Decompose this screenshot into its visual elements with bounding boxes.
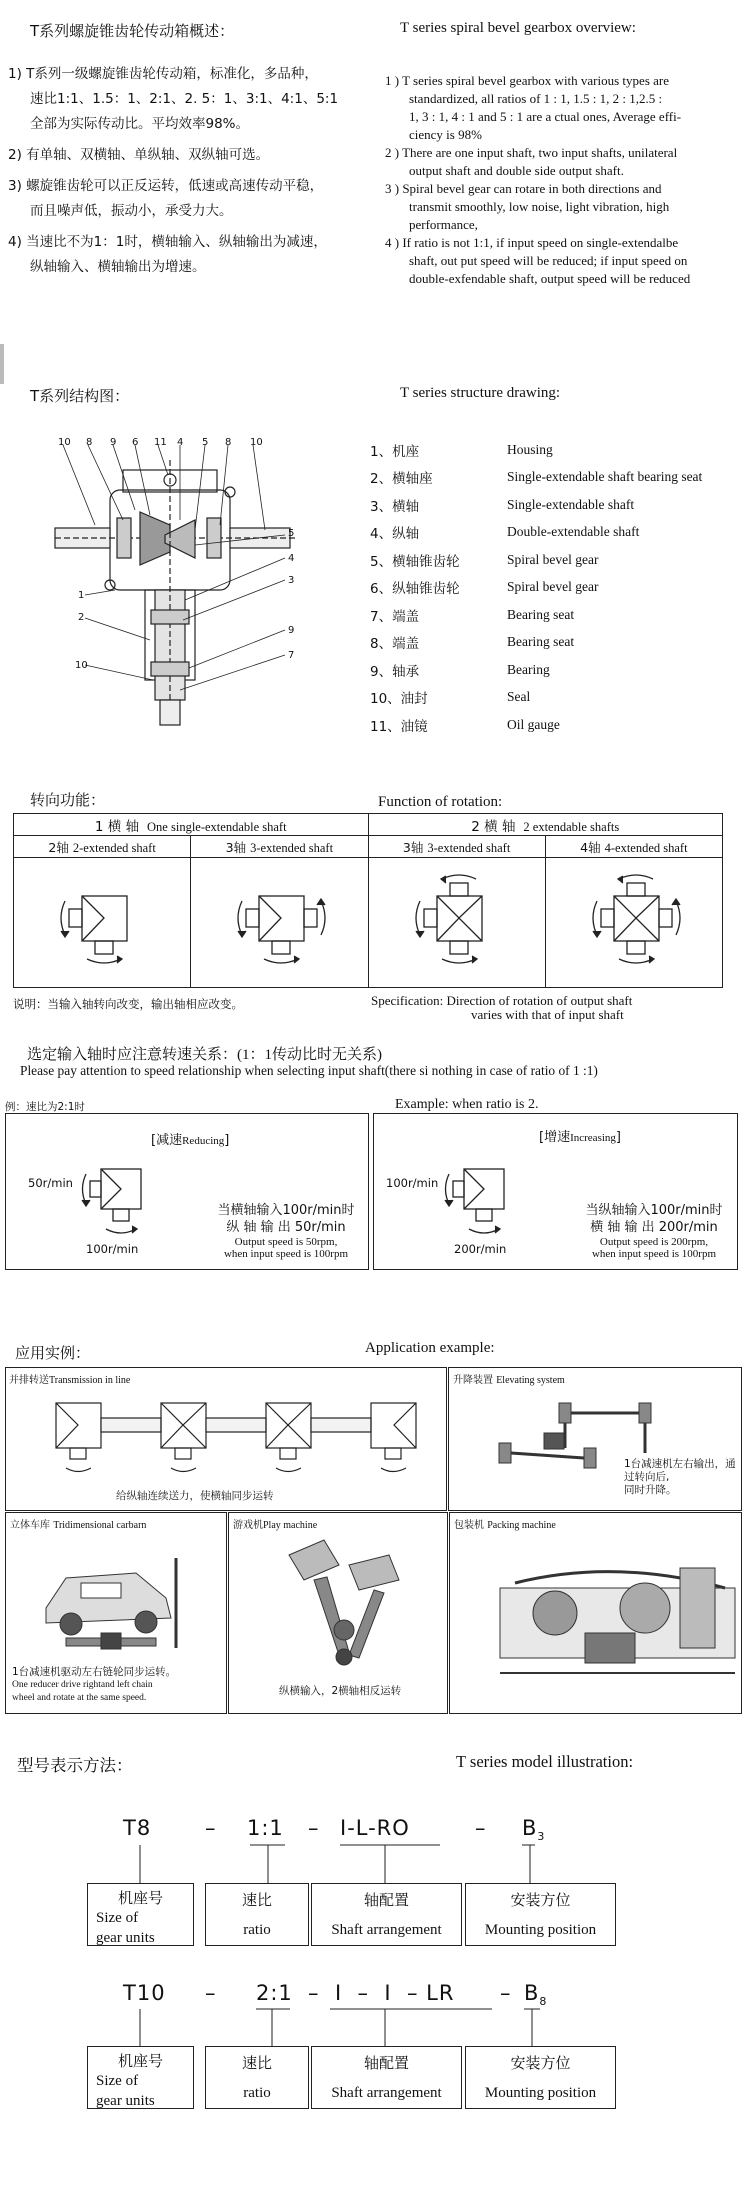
model-label-mounting: 安装方位 Mounting position: [465, 2046, 616, 2109]
part-en: Oil gauge: [507, 716, 560, 732]
overview-zh-item-4: 4) 当速比不为1：1时，横轴输入、纵轴输出为减速， 纵轴输入、横轴输出为增速。: [8, 234, 327, 275]
model-mounting-code: $B_3$: [522, 1816, 546, 1844]
callout: 3: [288, 575, 295, 586]
part-en: Bearing: [507, 661, 550, 677]
model-en-title: T series model illustration:: [456, 1752, 634, 1771]
model-ratio-code: 1:1: [247, 1816, 284, 1840]
increasing-label-top: 100r/min: [386, 1176, 439, 1190]
overview-zh-item-1: 1) T系列一级螺旋锥齿轮传动箱，标准化，多品种， 速比1:1、1.5：1、2:1、2. 5：1、3:1、4:1、5:1 全部为实际传动比。平均效率98%。: [8, 66, 339, 132]
app-panel-caption: 纵横输入，2横轴相反运转: [279, 1685, 402, 1697]
model-label-shaft: 轴配置 Shaft arrangement: [311, 1883, 462, 1946]
reducing-label-bottom: 100r/min: [86, 1242, 139, 1256]
part-en: Seal: [507, 689, 531, 705]
reducing-title: [减速Reducing]: [151, 1133, 230, 1148]
part-zh: 11、油镜: [370, 718, 428, 735]
callout: 10: [75, 660, 88, 671]
app-panel-label: 立体车库 Tridimensional carbarn: [10, 1520, 147, 1531]
reducing-label-top: 50r/min: [28, 1176, 73, 1190]
overview-en-item-2: 2 ) There are one input shaft, two input shafts, unilateral output shaft and double side output shaft.: [385, 145, 678, 178]
callout: 6: [132, 437, 139, 448]
part-zh: 10、油封: [370, 691, 428, 708]
callout: 2: [78, 612, 85, 623]
rotation-note-zh: 说明：当输入轴转向改变，输出轴相应改变。: [13, 997, 243, 1011]
model-mounting-code: $B_8$: [524, 1981, 548, 2009]
model-shaft-code: I – I – LR: [335, 1981, 455, 2005]
rotation-group-1: 1 横 轴 One single-extendable shaft: [14, 814, 369, 836]
rotation-col-4: 4轴 4-extended shaft: [545, 836, 722, 858]
part-zh: 1、机座: [370, 443, 420, 460]
model-separator: –: [205, 1816, 217, 1840]
model-size-code: T8: [123, 1816, 152, 1840]
callout: 10: [250, 437, 263, 448]
rotation-group-2: 2 横 轴 2 extendable shafts: [368, 814, 723, 836]
increasing-label-bottom: 200r/min: [454, 1242, 507, 1256]
increasing-title: [增速Increasing]: [539, 1130, 621, 1145]
overview-en-title: T series spiral bevel gearbox overview:: [400, 20, 636, 36]
model-label-ratio: 速比 ratio: [205, 1883, 309, 1946]
callout: 9: [288, 625, 295, 636]
model-ratio-code: 2:1: [256, 1981, 293, 2005]
overview-en-item-3: 3 ) Spiral bevel gear can rotare in both directions and transmit smoothly, low noise, light vibration, high performance,: [385, 181, 670, 232]
app-panel-label: 包装机 Packing machine: [454, 1520, 556, 1531]
callout: 4: [177, 437, 184, 448]
model-separator: –: [500, 1981, 512, 2005]
callout: 10: [58, 437, 71, 448]
callout: 5: [288, 528, 295, 539]
speed-zh-title: 选定输入轴时应注意转速关系：(1：1传动比时无关系): [27, 1045, 383, 1063]
rotation-note-en: Specification: Direction of rotation of output shaft varies with that of input shaft: [371, 993, 633, 1022]
part-zh: 9、轴承: [370, 663, 420, 680]
overview-en-item-1: 1 ) T series spiral bevel gearbox with various types are standardized, all ratios of 1 : 1, 1.5 : 1, 2 : 1,2.5 : 1, 3 : 1, 4 : 1 and 5 : 1 are a ctual ones, Average effi- ciency is 98%: [385, 73, 682, 142]
callout: 11: [154, 437, 167, 448]
callout: 7: [288, 650, 295, 661]
part-en: Double-extendable shaft: [507, 524, 640, 540]
application-en-title: Application example:: [365, 1340, 495, 1356]
model-label-mounting: 安装方位 Mounting position: [465, 1883, 616, 1946]
model-label-shaft: 轴配置 Shaft arrangement: [311, 2046, 462, 2109]
callout: 8: [225, 437, 232, 448]
rotation-col-3: 3轴 3-extended shaft: [368, 836, 545, 858]
model-separator: –: [475, 1816, 487, 1840]
application-zh-title: 应用实例：: [15, 1344, 91, 1362]
overview-zh-item-2: 2) 有单轴、双横轴、单纵轴、双纵轴可选。: [8, 147, 270, 163]
part-en: Bearing seat: [507, 634, 575, 650]
part-en: Housing: [507, 441, 553, 457]
rotation-col-1: 2轴 2-extended shaft: [14, 836, 191, 858]
model-size-code: T10: [123, 1981, 166, 2005]
overview-zh-item-3: 3) 螺旋锥齿轮可以正反运转，低速或高速传动平稳， 而且噪声低，振动小，承受力大。: [8, 178, 324, 219]
model-zh-title: 型号表示方法：: [17, 1756, 133, 1775]
app-panel-label: 并排转送Transmission in line: [9, 1375, 131, 1386]
part-en: Spiral bevel gear: [507, 579, 599, 595]
app-panel-label: 升降装置 Elevating system: [453, 1375, 565, 1386]
model-label-size: 机座号 Size of gear units: [87, 1883, 194, 1946]
overview-en-item-4: 4 ) If ratio is not 1:1, if input speed on single-extendalbe shaft, out put speed will be reduced; if input speed on double-exfendable shaft, output speed will be reduced: [385, 235, 691, 286]
increasing-desc: 当纵轴输入100r/min时 横 轴 输 出 200r/min Output speed is 200rpm, when input speed is 100rpm: [585, 1203, 723, 1260]
model-separator: –: [308, 1816, 320, 1840]
rotation-zh-title: 转向功能：: [30, 791, 106, 809]
part-zh: 4、纵轴: [370, 526, 420, 543]
part-en: Spiral bevel gear: [507, 551, 599, 567]
speed-example-en: Example: when ratio is 2.: [395, 1097, 539, 1112]
speed-example-zh: 例：速比为2:1时: [5, 1101, 85, 1113]
part-zh: 7、端盖: [370, 608, 420, 625]
rotation-en-title: Function of rotation:: [378, 794, 503, 810]
part-zh: 3、横轴: [370, 498, 420, 515]
model-label-size: 机座号 Size of gear units: [87, 2046, 194, 2109]
app-panel-label: 游戏机Play machine: [233, 1520, 318, 1531]
part-en: Single-extendable shaft bearing seat: [507, 469, 703, 485]
part-en: Bearing seat: [507, 606, 575, 622]
model-label-ratio: 速比 ratio: [205, 2046, 309, 2109]
structure-en-title: T series structure drawing:: [400, 385, 561, 401]
structure-zh-title: T系列结构图：: [30, 387, 130, 405]
part-zh: 8、端盖: [370, 636, 420, 653]
callout: 9: [110, 437, 117, 448]
model-separator: –: [308, 1981, 320, 2005]
app-panel-caption: 1台减速机左右输出，通过转向后, 同时升降。: [624, 1458, 736, 1496]
callout: 8: [86, 437, 93, 448]
reducing-desc: 当横轴输入100r/min时 纵 轴 输 出 50r/min Output speed is 50rpm, when input speed is 100rpm: [217, 1203, 355, 1260]
part-zh: 5、横轴锥齿轮: [370, 553, 460, 570]
rotation-col-2: 3轴 3-extended shaft: [191, 836, 368, 858]
part-zh: 6、纵轴锥齿轮: [370, 581, 460, 598]
model-shaft-code: I-L-RO: [340, 1816, 410, 1840]
callout: 4: [288, 553, 295, 564]
part-zh: 2、横轴座: [370, 471, 433, 488]
part-en: Single-extendable shaft: [507, 496, 635, 512]
overview-zh-title: T系列螺旋锥齿轮传动箱概述：: [30, 22, 235, 40]
speed-en-title: Please pay attention to speed relationship when selecting input shaft(there si nothing in case of ratio of 1 :1): [20, 1063, 598, 1078]
callout: 5: [202, 437, 209, 448]
app-panel-caption: 1台减速机驱动左右链轮同步运转。 One reducer drive rightand left chain wheel and rotate at the same speed.: [12, 1666, 177, 1703]
callout: 1: [78, 590, 85, 601]
model-separator: –: [205, 1981, 217, 2005]
app-panel-caption: 给纵轴连续送力，使横轴同步运转: [116, 1490, 274, 1502]
